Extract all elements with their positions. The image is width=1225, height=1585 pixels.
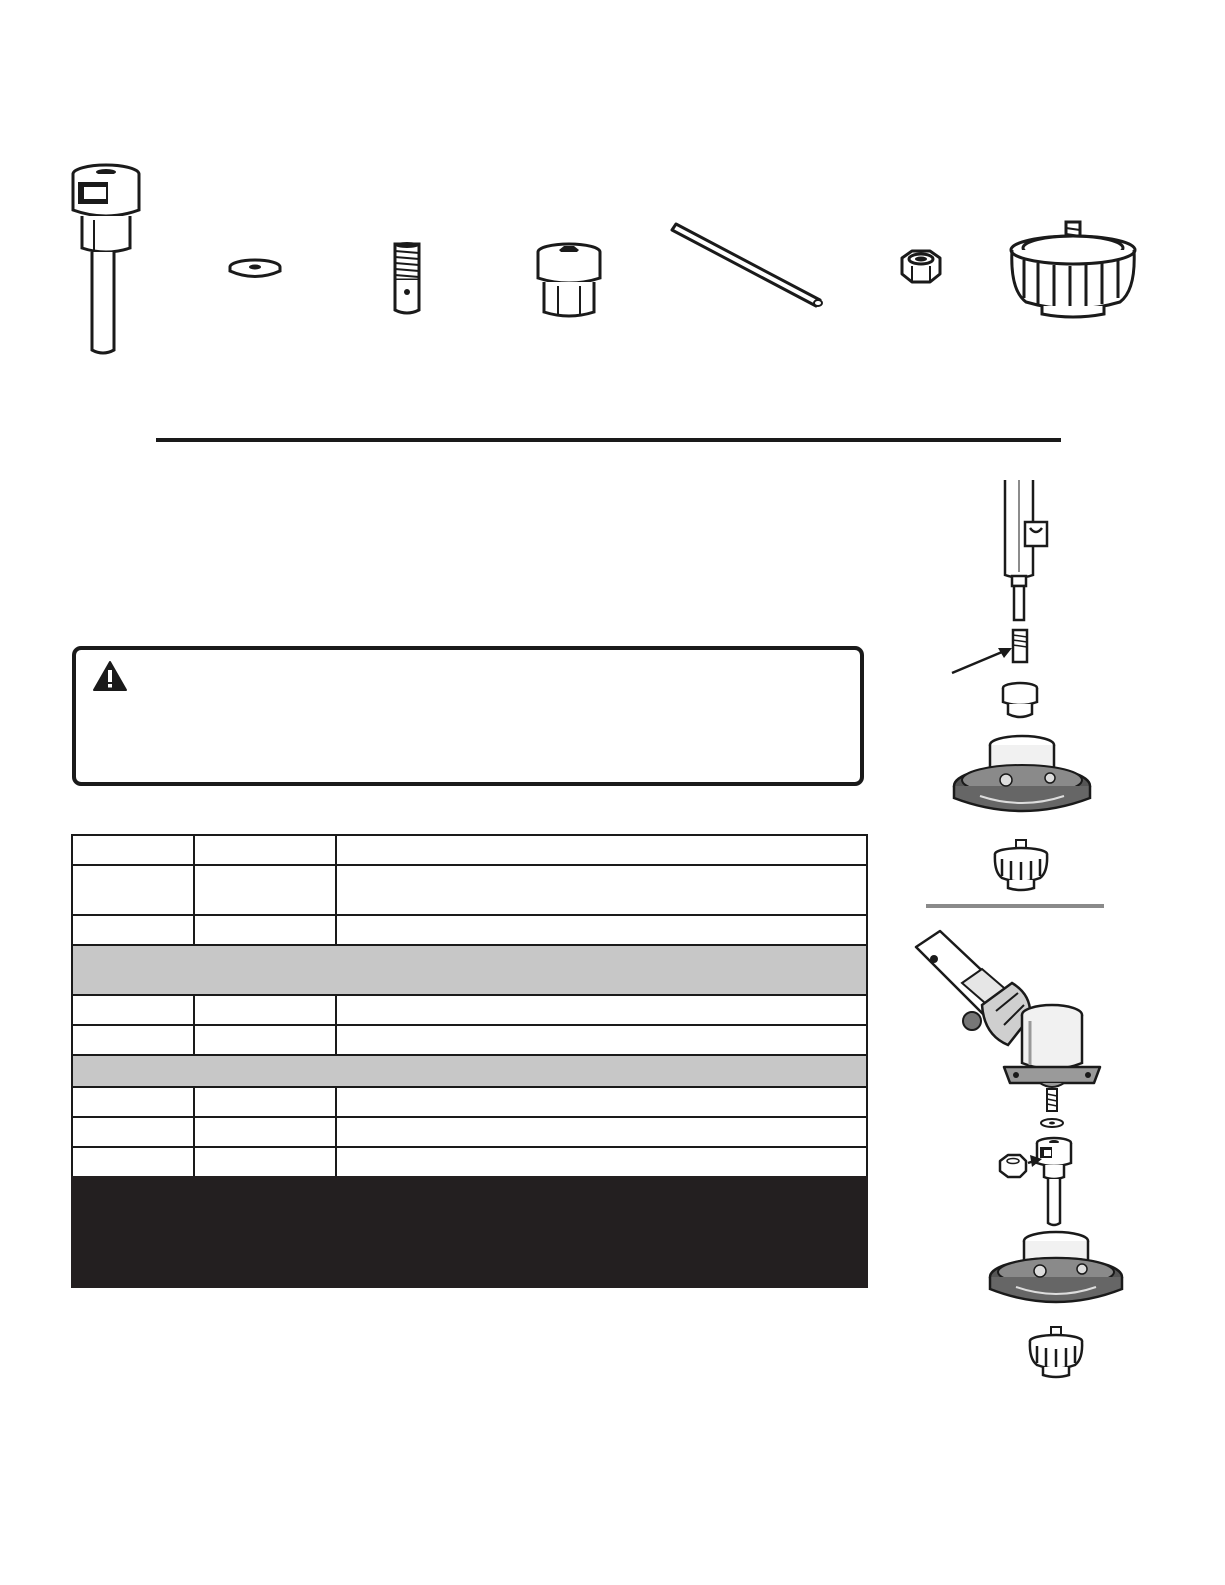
parts-row <box>0 150 1225 370</box>
warning-triangle-icon <box>92 660 128 692</box>
assembly-diagram-2-drawing <box>912 925 1112 1395</box>
assembly-diagram-1-drawing <box>940 480 1110 900</box>
warning-box <box>72 646 864 786</box>
table-row <box>71 1086 868 1118</box>
hex-nut-illustration <box>896 248 946 286</box>
washer-illustration <box>228 258 282 280</box>
table-section-band <box>71 944 868 996</box>
figure-divider <box>926 904 1104 908</box>
threaded-bolt-illustration <box>390 242 424 316</box>
table-row <box>71 994 868 1026</box>
specification-table <box>71 836 868 1288</box>
hex-collar-illustration <box>534 242 604 320</box>
table-row <box>71 1146 868 1178</box>
assembly-diagram-2 <box>912 925 1112 1395</box>
table-row <box>71 834 868 866</box>
table-row <box>71 1116 868 1148</box>
table-footer-band <box>71 1176 868 1288</box>
locking-rod-illustration <box>670 220 826 310</box>
table-row <box>71 914 868 946</box>
assembly-diagram-1 <box>940 480 1110 900</box>
table-row <box>71 1024 868 1056</box>
shaft-adapter-illustration <box>70 160 142 360</box>
bump-knob-illustration <box>1006 220 1140 318</box>
table-row <box>71 864 868 916</box>
table-section-band <box>71 1054 868 1088</box>
section-divider <box>156 438 1061 442</box>
